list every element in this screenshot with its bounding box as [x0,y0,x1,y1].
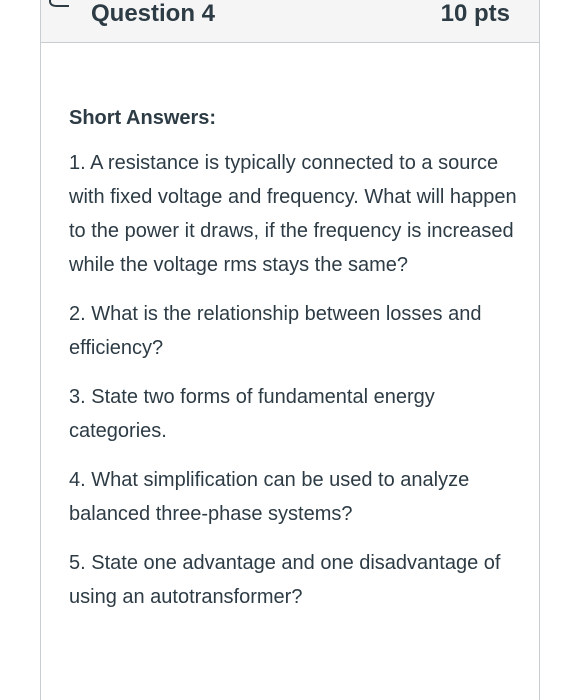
flag-question-icon[interactable] [47,0,73,11]
section-heading: Short Answers: [69,107,217,129]
question-title: Question 4 [91,0,216,27]
question-points: 10 pts [440,0,510,27]
question-item-1: 1. A resistance is typically connected to a source with fixed voltage and frequency. What will happen to the power it draws, if the frequency is increased while the voltage rms stays the same? [69,152,517,276]
question-card [40,0,540,700]
question-content [69,104,519,629]
question-item-3: 3. State two forms of fundamental energy categories. [69,386,435,442]
question-item-5: 5. State one advantage and one disadvantage of using an autotransformer? [69,552,501,608]
question-header [41,0,539,43]
question-item-4: 4. What simplification can be used to analyze balanced three-phase systems? [69,469,470,525]
question-item-2: 2. What is the relationship between losses and efficiency? [69,303,482,359]
